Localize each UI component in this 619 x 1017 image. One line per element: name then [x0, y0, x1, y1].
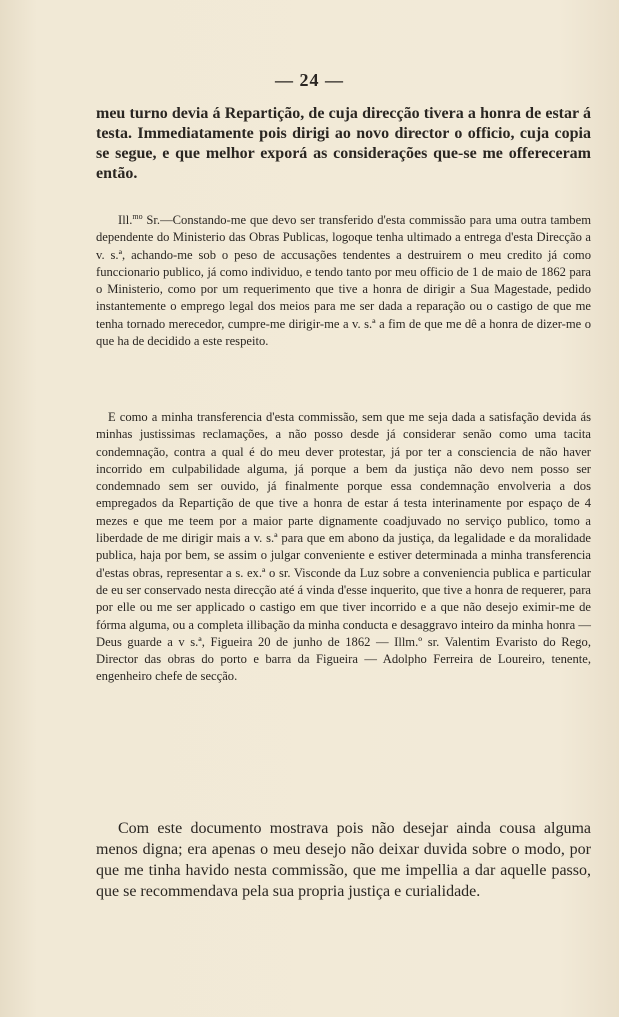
letter-paragraph-1 — [96, 212, 591, 350]
closing-paragraph: Com este documento mostrava pois não desejar ainda cousa alguma menos digna; era apenas o meu desejo não deixar duvida sobre o modo, por que me tinha havido nesta commissão, que me impellia a dar aquelle passo, que se recommendava pela sua propria justiça e curialidade. — [96, 820, 591, 900]
salutation-superscript: mo — [132, 211, 143, 221]
page-number: — 24 — — [275, 70, 344, 90]
letter-body-1: Sr.—Constando-me que devo ser transferido d'esta commissão para uma outra tambem dependente do Ministerio das Obras Publicas, logoque tenha ultimado a entrega d'esta Direcção a v. s.ª, achando-me sob o peso de accusações tendentes a destruirem o meu credito já como funccionario publico, já como individuo, e tendo tanto por meu officio de 1 de maio de 1862 para o Ministerio, como por um requerimento que tive a honra de dirigir a Sua Magestade, pedido instantemente o emprego legal dos meios para me ser dada a reparação ou o castigo de que me tenha tornado merecedor, cumpre-me dirigir-me a v. s.ª a fim de que me dê a honra de dizer-me o que ha de decidido a este respeito. — [96, 213, 591, 349]
letter-paragraph-2: E como a minha transferencia d'esta commissão, sem que me seja dada a satisfação devida ás minhas justissimas reclamações, a não posso desde já considerar senão como uma tacita condemnação, contra a qual é do meu dever protestar, já por ter a consciencia de não haver incorrido em culpabilidade alguma, já porque a bem da justiça não devo nem posso ser condemnado sem ser ouvido, já finalmente porque essa condemnação envolveria a dos empregados da Repartição de que tive a honra de estar á testa interinamente por espaço de 4 mezes e que me teem por a maior parte dignamente coadjuvado no serviço publico, tomo a liberdade de me dirigir mais a v. s.ª para que em abono da justiça, da legalidade e da moralidade publica, haja por bem, se assim o julgar conveniente e estiver determinada a minha transferencia d'estas obras, representar a s. ex.ª o sr. Visconde da Luz sobre a conveniencia publica e particular de eu ser conservado nesta direcção até á vinda d'esse inquerito, que tive a honra de requerer, para por elle ou me ser applicado o castigo em que tiver incorrido e a que não desejo eximir-me de fórma alguma, ou a completa illibação da minha conducta e desaggravo inteiro da minha honra —Deus guarde a v s.ª, Figueira 20 de junho de 1862 — Illm.º sr. Valentim Evaristo do Rego, Director das obras do porto e barra da Figueira — Adolpho Ferreira de Loureiro, tenente, engenheiro chefe de secção. — [96, 410, 591, 684]
letter-salutation: Ill. — [118, 213, 133, 227]
intro-paragraph: meu turno devia á Repartição, de cuja direcção tivera a honra de estar á testa. Immediatamente pois dirigi ao novo director o officio, cuja copia se segue, e que melhor exporá as considerações que-se me offereceram então. — [96, 105, 591, 182]
